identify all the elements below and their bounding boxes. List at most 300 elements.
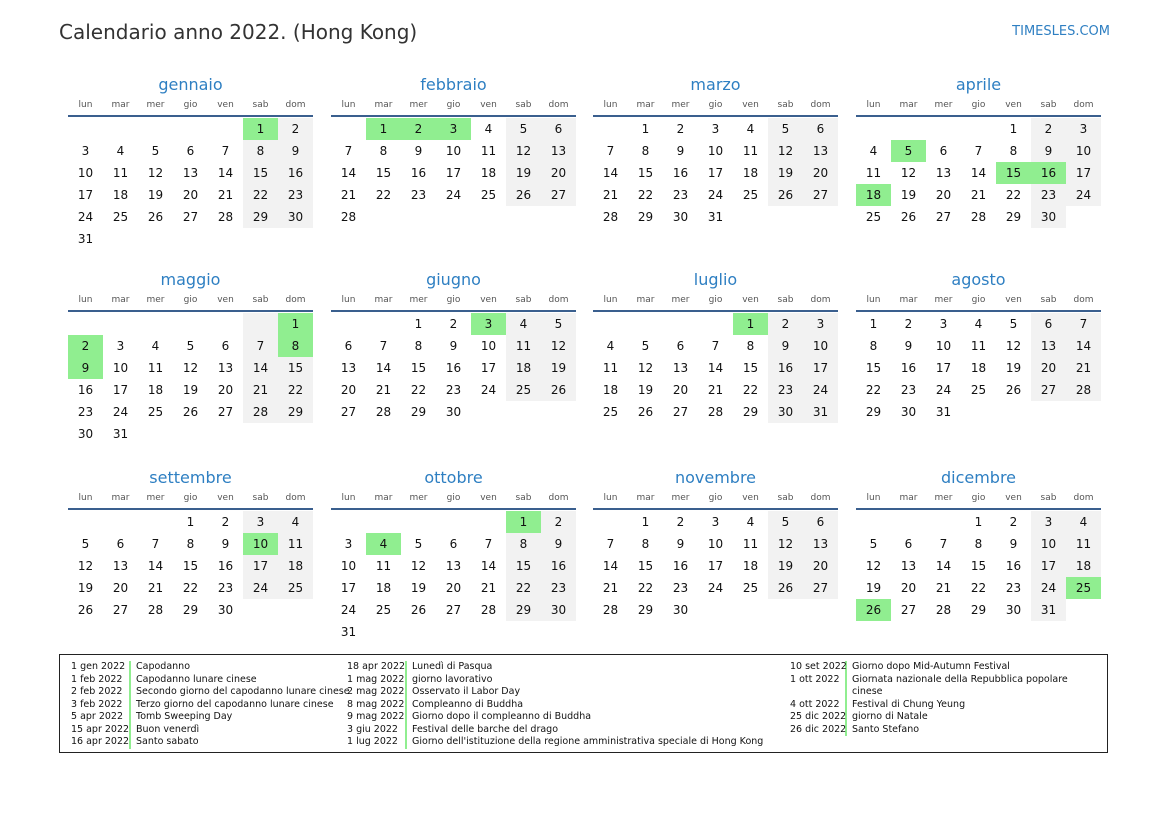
- day-cell: 8: [746, 339, 755, 353]
- legend-column-2: [347, 661, 792, 749]
- weekday-label: mar: [374, 295, 393, 305]
- day-cell: 26: [637, 405, 654, 419]
- legend-item: [71, 674, 350, 687]
- day-cell: 18: [506, 357, 541, 379]
- legend-holiday-name: Santo Stefano: [852, 723, 920, 735]
- weekday-label: mar: [111, 295, 130, 305]
- day-cell: 17: [1031, 555, 1066, 577]
- day-cell: 17: [340, 581, 357, 595]
- holiday-day: 3: [471, 313, 506, 335]
- day-cell: 16: [541, 555, 576, 577]
- empty-cell: [593, 118, 628, 140]
- day-cell: 31: [803, 401, 838, 423]
- day-cell: 20: [935, 188, 952, 202]
- day-cell: 21: [243, 379, 278, 401]
- day-cell: 6: [803, 118, 838, 140]
- day-cell: 16: [672, 166, 689, 180]
- weekday-label: gio: [183, 100, 198, 110]
- legend-holiday-name: Terzo giorno del capodanno lunare cinese: [136, 698, 334, 710]
- weekday-label: ven: [217, 100, 234, 110]
- weekday-label: dom: [1073, 100, 1094, 110]
- weekday-label: ven: [742, 295, 759, 305]
- day-cell: 27: [803, 184, 838, 206]
- weekday-label: lun: [866, 295, 881, 305]
- day-cell: 20: [900, 581, 917, 595]
- empty-cell: [926, 118, 961, 140]
- month-name: novembre: [674, 468, 757, 487]
- day-cell: 11: [742, 537, 759, 551]
- legend-holiday-name: Tomb Sweeping Day: [136, 711, 233, 722]
- day-cell: 12: [900, 166, 917, 180]
- month-giugno: [331, 270, 576, 423]
- day-cell: 26: [506, 184, 541, 206]
- month-luglio: [593, 270, 838, 423]
- day-cell: 3: [711, 122, 720, 136]
- legend-item: [347, 711, 792, 724]
- weekday-label: mar: [111, 100, 130, 110]
- holiday-day: 1: [278, 313, 313, 335]
- day-cell: 5: [81, 537, 90, 551]
- day-cell: 3: [1031, 511, 1066, 533]
- day-cell: 18: [970, 361, 987, 375]
- day-cell: 23: [900, 383, 917, 397]
- month-name: marzo: [690, 75, 741, 94]
- weekday-label: lun: [341, 493, 356, 503]
- weekday-header: [68, 491, 313, 510]
- day-cell: 11: [970, 339, 987, 353]
- day-cell: 22: [410, 383, 427, 397]
- day-cell: 7: [344, 144, 353, 158]
- weekday-label: mer: [409, 295, 428, 305]
- weekday-header: [856, 491, 1101, 510]
- legend-item: [347, 661, 792, 674]
- day-cell: 13: [672, 361, 689, 375]
- holiday-day: 1: [733, 313, 768, 335]
- day-cell: 5: [541, 313, 576, 335]
- empty-cell: [68, 313, 103, 335]
- holiday-day: 1: [243, 118, 278, 140]
- day-cell: 2: [676, 515, 685, 529]
- day-cell: 24: [340, 603, 357, 617]
- legend-holiday-name: Santo sabato: [136, 736, 199, 747]
- month-name: febbraio: [420, 75, 487, 94]
- weekday-label: ven: [1005, 295, 1022, 305]
- legend-holiday-name: Giorno dopo Mid-Autumn Festival: [852, 661, 1010, 672]
- holiday-legend: [59, 654, 1108, 753]
- weekday-label: lun: [866, 100, 881, 110]
- day-cell: 5: [506, 118, 541, 140]
- empty-cell: [68, 511, 103, 533]
- day-cell: 24: [935, 383, 952, 397]
- legend-date: 1 feb 2022: [71, 674, 131, 687]
- day-cell: 3: [711, 515, 720, 529]
- day-cell: 28: [970, 210, 987, 224]
- weekday-label: sab: [777, 295, 794, 305]
- day-cell: 4: [116, 144, 125, 158]
- legend-holiday-name: Festival delle barche del drago: [412, 723, 559, 735]
- month-novembre: [593, 468, 838, 621]
- day-cell: 25: [480, 188, 497, 202]
- legend-column-3: [790, 661, 1070, 736]
- day-cell: 6: [344, 339, 353, 353]
- weekday-label: mer: [934, 100, 953, 110]
- day-cell: 28: [1066, 379, 1101, 401]
- month-dicembre: [856, 468, 1101, 621]
- day-cell: 22: [243, 184, 278, 206]
- day-cell: 15: [278, 357, 313, 379]
- day-cell: 26: [182, 405, 199, 419]
- day-cell: 20: [803, 162, 838, 184]
- weekday-label: gio: [446, 493, 461, 503]
- day-cell: 25: [147, 405, 164, 419]
- day-cell: 4: [974, 317, 983, 331]
- legend-date: 10 set 2022: [790, 661, 847, 672]
- day-cell: 14: [602, 559, 619, 573]
- day-cell: 6: [904, 537, 913, 551]
- weekday-label: mer: [146, 100, 165, 110]
- day-cell: 20: [541, 162, 576, 184]
- holiday-day: 16: [1031, 162, 1066, 184]
- day-cell: 15: [637, 166, 654, 180]
- weekday-label: sab: [252, 100, 269, 110]
- empty-cell: [68, 118, 103, 140]
- holiday-day: 18: [856, 184, 891, 206]
- weekday-label: gio: [446, 100, 461, 110]
- day-cell: 25: [742, 581, 759, 595]
- day-cell: 24: [1066, 184, 1101, 206]
- weekday-label: mer: [934, 493, 953, 503]
- legend-date: 1 ott 2022: [790, 674, 847, 699]
- weekday-label: ven: [1005, 100, 1022, 110]
- day-cell: 7: [379, 339, 388, 353]
- day-cell: 28: [243, 401, 278, 423]
- day-cell: 19: [147, 188, 164, 202]
- day-cell: 9: [904, 339, 913, 353]
- day-cell: 18: [1066, 555, 1101, 577]
- day-cell: 6: [221, 339, 230, 353]
- weekday-label: ven: [1005, 493, 1022, 503]
- legend-holiday-name: Giorno dell'istituzione della regione amministrativa speciale di Hong Kong: [412, 736, 764, 747]
- weekday-label: mer: [409, 100, 428, 110]
- day-cell: 22: [865, 383, 882, 397]
- empty-cell: [891, 511, 926, 533]
- empty-cell: [103, 511, 138, 533]
- day-cell: 21: [602, 581, 619, 595]
- weekday-label: mer: [671, 100, 690, 110]
- day-cell: 24: [77, 210, 94, 224]
- day-cell: 23: [672, 188, 689, 202]
- month-febbraio: [331, 75, 576, 228]
- day-cell: 25: [602, 405, 619, 419]
- weekday-label: dom: [548, 100, 569, 110]
- weekday-label: ven: [742, 493, 759, 503]
- day-cell: 21: [340, 188, 357, 202]
- day-cell: 11: [1066, 533, 1101, 555]
- day-cell: 2: [221, 515, 230, 529]
- legend-item: [71, 736, 350, 749]
- day-cell: 13: [1031, 335, 1066, 357]
- day-cell: 26: [541, 379, 576, 401]
- empty-cell: [593, 511, 628, 533]
- day-cell: 27: [1031, 379, 1066, 401]
- weekday-label: mer: [146, 295, 165, 305]
- day-cell: 5: [1009, 317, 1018, 331]
- weekday-label: sab: [777, 100, 794, 110]
- weekday-label: sab: [515, 100, 532, 110]
- weekday-label: mer: [671, 295, 690, 305]
- weekday-label: lun: [341, 100, 356, 110]
- page-title: Calendario anno 2022. (Hong Kong): [59, 20, 418, 44]
- day-cell: 10: [707, 144, 724, 158]
- weekday-label: dom: [810, 493, 831, 503]
- day-cell: 7: [974, 144, 983, 158]
- day-cell: 19: [541, 357, 576, 379]
- day-cell: 29: [637, 603, 654, 617]
- day-cell: 23: [410, 188, 427, 202]
- weekday-header: [331, 98, 576, 117]
- day-cell: 15: [375, 166, 392, 180]
- legend-holiday-name: Buon venerdì: [136, 723, 200, 735]
- day-cell: 1: [869, 317, 878, 331]
- month-name: maggio: [160, 270, 221, 289]
- day-cell: 6: [676, 339, 685, 353]
- month-name: agosto: [951, 270, 1006, 289]
- weekday-label: gio: [446, 295, 461, 305]
- weekday-label: gio: [183, 493, 198, 503]
- day-cell: 29: [243, 206, 278, 228]
- day-cell: 12: [182, 361, 199, 375]
- day-cell: 7: [1066, 313, 1101, 335]
- day-cell: 17: [707, 559, 724, 573]
- day-cell: 30: [278, 206, 313, 228]
- empty-cell: [401, 511, 436, 533]
- day-cell: 22: [742, 383, 759, 397]
- day-cell: 15: [742, 361, 759, 375]
- day-cell: 10: [1031, 533, 1066, 555]
- day-cell: 9: [541, 533, 576, 555]
- day-cell: 11: [375, 559, 392, 573]
- holiday-day: 8: [278, 335, 313, 357]
- weekday-label: sab: [1040, 493, 1057, 503]
- weekday-label: mar: [636, 100, 655, 110]
- holiday-day: 3: [436, 118, 471, 140]
- legend-holiday-name: giorno di Natale: [852, 711, 928, 722]
- empty-cell: [331, 511, 366, 533]
- day-cell: 9: [221, 537, 230, 551]
- day-cell: 17: [243, 555, 278, 577]
- legend-item: [347, 686, 792, 699]
- legend-date: 3 feb 2022: [71, 699, 131, 712]
- day-cell: 13: [935, 166, 952, 180]
- day-cell: 23: [1005, 581, 1022, 595]
- weekday-label: gio: [183, 295, 198, 305]
- day-cell: 17: [112, 383, 129, 397]
- weekday-label: ven: [742, 100, 759, 110]
- legend-holiday-name: Capodanno: [136, 661, 191, 672]
- day-cell: 20: [1031, 357, 1066, 379]
- empty-cell: [698, 313, 733, 335]
- day-cell: 16: [672, 559, 689, 573]
- month-maggio: [68, 270, 313, 445]
- day-cell: 5: [641, 339, 650, 353]
- day-cell: 3: [116, 339, 125, 353]
- day-cell: 29: [742, 405, 759, 419]
- day-cell: 26: [900, 210, 917, 224]
- day-cell: 12: [768, 140, 803, 162]
- empty-cell: [366, 511, 401, 533]
- day-cell: 7: [606, 144, 615, 158]
- day-cell: 20: [803, 555, 838, 577]
- weekday-label: lun: [603, 100, 618, 110]
- day-cell: 11: [147, 361, 164, 375]
- day-cell: 18: [278, 555, 313, 577]
- legend-date: 26 dic 2022: [790, 723, 847, 735]
- weekday-label: ven: [480, 295, 497, 305]
- day-cell: 1: [641, 122, 650, 136]
- legend-item: [347, 736, 792, 749]
- month-name: luglio: [693, 270, 738, 289]
- day-cell: 19: [410, 581, 427, 595]
- legend-date: 16 apr 2022: [71, 736, 130, 747]
- day-cell: 30: [1005, 603, 1022, 617]
- weekday-label: sab: [252, 493, 269, 503]
- weekday-label: lun: [78, 493, 93, 503]
- holiday-day: 25: [1066, 577, 1101, 599]
- holiday-day: 9: [68, 357, 103, 379]
- empty-cell: [366, 313, 401, 335]
- weekday-header: [593, 98, 838, 117]
- day-cell: 4: [746, 122, 755, 136]
- day-cell: 9: [414, 144, 423, 158]
- day-cell: 29: [182, 603, 199, 617]
- day-cell: 20: [217, 383, 234, 397]
- empty-cell: [331, 118, 366, 140]
- empty-cell: [103, 118, 138, 140]
- legend-item: [790, 699, 1070, 712]
- day-cell: 20: [182, 188, 199, 202]
- legend-date: 1 gen 2022: [71, 661, 131, 674]
- day-cell: 6: [186, 144, 195, 158]
- day-grid: [331, 511, 576, 643]
- day-cell: 23: [217, 581, 234, 595]
- month-gennaio: [68, 75, 313, 250]
- weekday-label: dom: [1073, 295, 1094, 305]
- month-name: ottobre: [424, 468, 483, 487]
- day-cell: 9: [1031, 140, 1066, 162]
- empty-cell: [138, 118, 173, 140]
- day-cell: 12: [768, 533, 803, 555]
- day-cell: 28: [217, 210, 234, 224]
- weekday-label: sab: [777, 493, 794, 503]
- day-cell: 8: [641, 144, 650, 158]
- day-cell: 26: [768, 577, 803, 599]
- day-cell: 8: [1009, 144, 1018, 158]
- day-cell: 3: [243, 511, 278, 533]
- day-cell: 21: [970, 188, 987, 202]
- day-grid: [593, 313, 838, 423]
- month-name: dicembre: [940, 468, 1017, 487]
- legend-holiday-name: giorno lavorativo: [412, 673, 493, 685]
- day-cell: 3: [1066, 118, 1101, 140]
- legend-date: 2 mag 2022: [347, 686, 407, 699]
- day-cell: 4: [278, 511, 313, 533]
- day-cell: 26: [1005, 383, 1022, 397]
- day-cell: 29: [637, 210, 654, 224]
- day-cell: 21: [935, 581, 952, 595]
- holiday-day: 2: [68, 335, 103, 357]
- day-cell: 18: [602, 383, 619, 397]
- day-cell: 27: [672, 405, 689, 419]
- day-cell: 14: [340, 166, 357, 180]
- legend-date: 15 apr 2022: [71, 723, 130, 735]
- day-grid: [331, 313, 576, 423]
- day-cell: 25: [865, 210, 882, 224]
- day-cell: 11: [602, 361, 619, 375]
- legend-date: 8 mag 2022: [347, 699, 407, 712]
- legend-date: 1 mag 2022: [347, 674, 407, 687]
- day-cell: 5: [151, 144, 160, 158]
- day-cell: 31: [707, 210, 724, 224]
- weekday-label: gio: [708, 493, 723, 503]
- day-cell: 15: [506, 555, 541, 577]
- day-cell: 20: [340, 383, 357, 397]
- legend-holiday-name: Secondo giorno del capodanno lunare cinese: [136, 686, 350, 697]
- day-cell: 8: [506, 533, 541, 555]
- day-cell: 24: [445, 188, 462, 202]
- weekday-label: mar: [636, 295, 655, 305]
- legend-date: 18 apr 2022: [347, 661, 406, 672]
- day-cell: 25: [112, 210, 129, 224]
- day-cell: 17: [803, 357, 838, 379]
- day-cell: 20: [672, 383, 689, 397]
- day-cell: 6: [803, 511, 838, 533]
- day-cell: 30: [1031, 206, 1066, 228]
- day-cell: 31: [112, 427, 129, 441]
- brand-link[interactable]: TIMESLES.COM: [1012, 24, 1110, 39]
- weekday-label: gio: [708, 100, 723, 110]
- day-grid: [856, 511, 1101, 621]
- day-cell: 17: [480, 361, 497, 375]
- day-cell: 19: [182, 383, 199, 397]
- day-cell: 27: [803, 577, 838, 599]
- empty-cell: [856, 118, 891, 140]
- day-cell: 22: [506, 577, 541, 599]
- day-cell: 10: [935, 339, 952, 353]
- day-cell: 24: [707, 581, 724, 595]
- day-cell: 9: [1009, 537, 1018, 551]
- day-cell: 29: [1005, 210, 1022, 224]
- month-aprile: [856, 75, 1101, 228]
- day-cell: 14: [217, 166, 234, 180]
- weekday-label: dom: [810, 100, 831, 110]
- weekday-label: dom: [548, 493, 569, 503]
- holiday-day: 1: [366, 118, 401, 140]
- day-cell: 9: [768, 335, 803, 357]
- day-cell: 13: [803, 533, 838, 555]
- day-cell: 10: [707, 537, 724, 551]
- day-cell: 8: [379, 144, 388, 158]
- day-cell: 16: [278, 162, 313, 184]
- day-cell: 2: [676, 122, 685, 136]
- day-cell: 17: [707, 166, 724, 180]
- day-cell: 11: [742, 144, 759, 158]
- legend-item: [347, 674, 792, 687]
- weekday-label: lun: [866, 493, 881, 503]
- day-cell: 21: [1066, 357, 1101, 379]
- empty-cell: [471, 511, 506, 533]
- day-cell: 13: [112, 559, 129, 573]
- day-cell: 29: [506, 599, 541, 621]
